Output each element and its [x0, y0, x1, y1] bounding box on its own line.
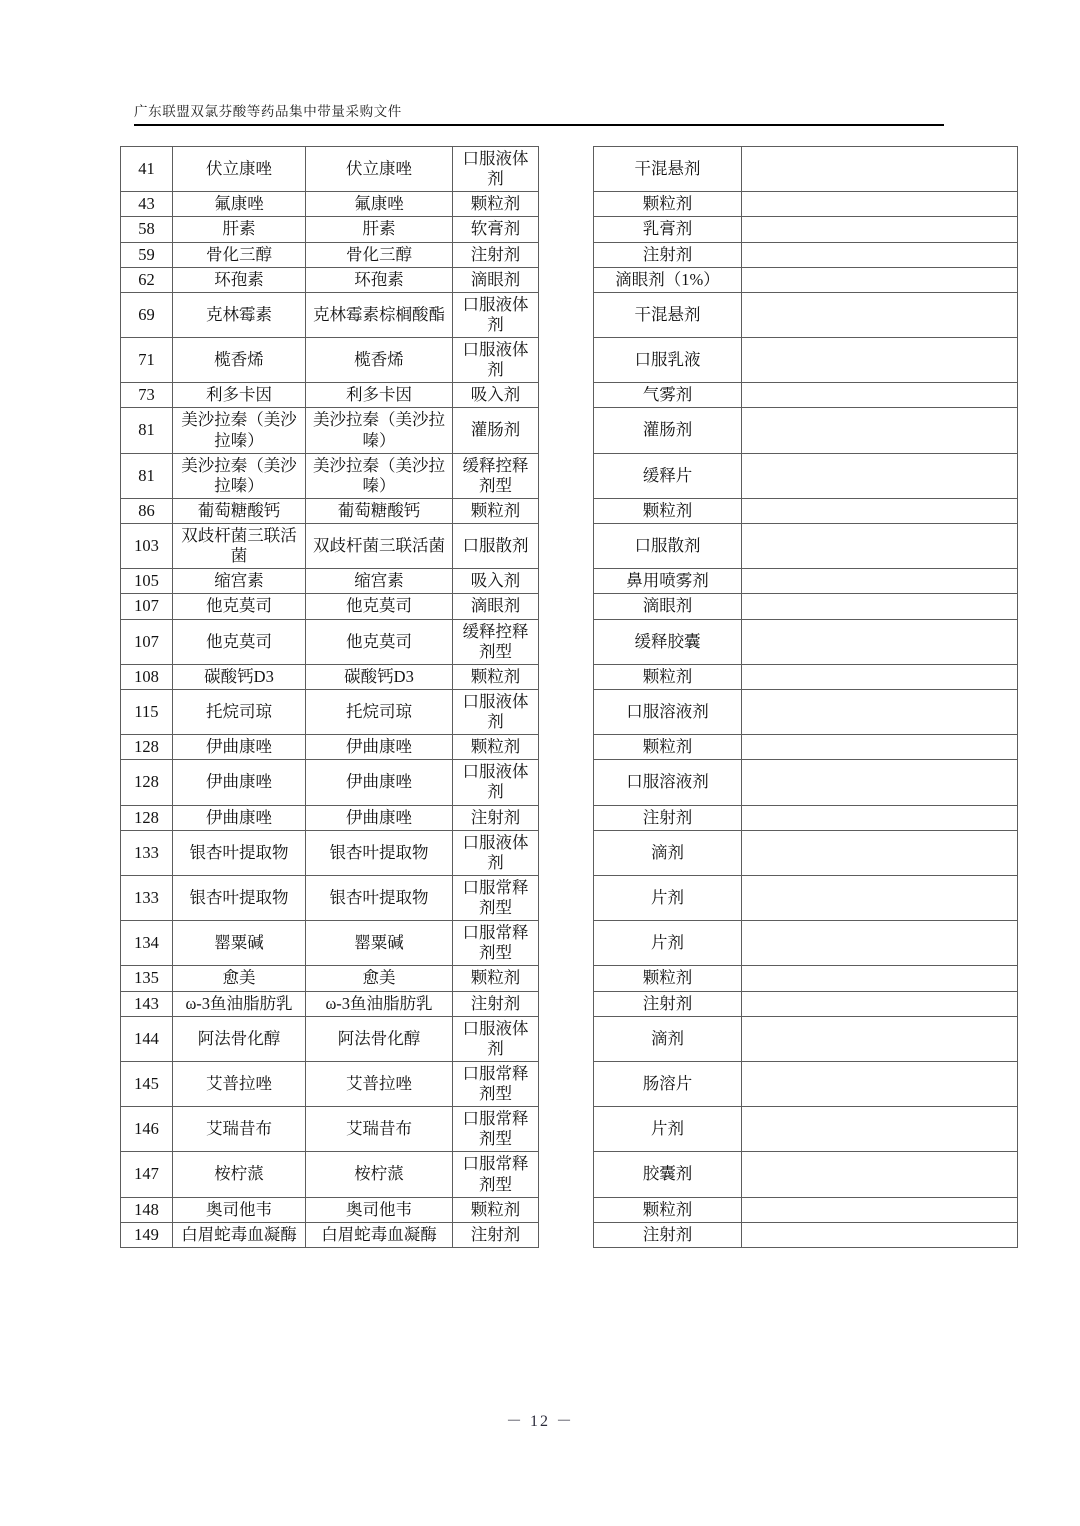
- cell-generic-name: 奥司他韦: [306, 1197, 453, 1222]
- cell-id: 58: [121, 217, 173, 242]
- cell-note: [742, 921, 1018, 966]
- cell-specific-form: 注射剂: [594, 805, 742, 830]
- cell-id: 73: [121, 383, 173, 408]
- cell-id: 133: [121, 830, 173, 875]
- drug-catalog-table-container: [120, 146, 986, 1248]
- cell-id: 43: [121, 192, 173, 217]
- table-row: [121, 408, 1018, 453]
- cell-generic-name: 艾瑞昔布: [306, 1107, 453, 1152]
- cell-name: 美沙拉秦（美沙拉嗪）: [173, 408, 306, 453]
- cell-name: 环孢素: [173, 267, 306, 292]
- cell-generic-name: 伏立康唑: [306, 147, 453, 192]
- cell-note: [742, 524, 1018, 569]
- cell-name: 银杏叶提取物: [173, 830, 306, 875]
- cell-specific-form: 灌肠剂: [594, 408, 742, 453]
- cell-spacer: [539, 1107, 594, 1152]
- cell-id: 145: [121, 1061, 173, 1106]
- cell-name: 缩宫素: [173, 569, 306, 594]
- cell-generic-name: 银杏叶提取物: [306, 875, 453, 920]
- cell-name: 伊曲康唑: [173, 735, 306, 760]
- table-row: [121, 921, 1018, 966]
- cell-generic-name: 伊曲康唑: [306, 735, 453, 760]
- cell-note: [742, 760, 1018, 805]
- cell-id: 149: [121, 1222, 173, 1247]
- cell-generic-name: 伊曲康唑: [306, 760, 453, 805]
- table-row: [121, 1061, 1018, 1106]
- table-row: [121, 498, 1018, 523]
- cell-id: 128: [121, 805, 173, 830]
- cell-generic-name: 美沙拉秦（美沙拉嗪）: [306, 453, 453, 498]
- table-row: [121, 991, 1018, 1016]
- cell-id: 107: [121, 594, 173, 619]
- cell-name: 白眉蛇毒血凝酶: [173, 1222, 306, 1247]
- cell-spacer: [539, 383, 594, 408]
- cell-name: 伏立康唑: [173, 147, 306, 192]
- cell-id: 144: [121, 1016, 173, 1061]
- cell-dosage-form: 颗粒剂: [453, 735, 539, 760]
- cell-name: 银杏叶提取物: [173, 875, 306, 920]
- table-row: [121, 1152, 1018, 1197]
- cell-generic-name: 艾普拉唑: [306, 1061, 453, 1106]
- cell-generic-name: 白眉蛇毒血凝酶: [306, 1222, 453, 1247]
- table-row: [121, 192, 1018, 217]
- cell-id: 134: [121, 921, 173, 966]
- cell-id: 135: [121, 966, 173, 991]
- cell-name: 氟康唑: [173, 192, 306, 217]
- cell-generic-name: ω-3鱼油脂肪乳: [306, 991, 453, 1016]
- cell-note: [742, 735, 1018, 760]
- cell-note: [742, 338, 1018, 383]
- table-row: [121, 619, 1018, 664]
- cell-generic-name: 氟康唑: [306, 192, 453, 217]
- cell-note: [742, 569, 1018, 594]
- cell-note: [742, 1197, 1018, 1222]
- cell-id: 128: [121, 760, 173, 805]
- table-row: [121, 1016, 1018, 1061]
- table-row: [121, 594, 1018, 619]
- cell-dosage-form: 注射剂: [453, 991, 539, 1016]
- cell-id: 147: [121, 1152, 173, 1197]
- cell-note: [742, 267, 1018, 292]
- cell-generic-name: 阿法骨化醇: [306, 1016, 453, 1061]
- cell-id: 146: [121, 1107, 173, 1152]
- cell-dosage-form: 口服液体剂: [453, 689, 539, 734]
- cell-id: 81: [121, 453, 173, 498]
- cell-note: [742, 619, 1018, 664]
- cell-name: 托烷司琼: [173, 689, 306, 734]
- cell-dosage-form: 颗粒剂: [453, 192, 539, 217]
- cell-note: [742, 453, 1018, 498]
- cell-name: 双歧杆菌三联活菌: [173, 524, 306, 569]
- cell-dosage-form: 颗粒剂: [453, 664, 539, 689]
- cell-name: 美沙拉秦（美沙拉嗪）: [173, 453, 306, 498]
- cell-specific-form: 注射剂: [594, 1222, 742, 1247]
- cell-dosage-form: 滴眼剂: [453, 594, 539, 619]
- cell-specific-form: 颗粒剂: [594, 735, 742, 760]
- cell-name: 他克莫司: [173, 594, 306, 619]
- cell-note: [742, 292, 1018, 337]
- table-row: [121, 735, 1018, 760]
- cell-generic-name: 双歧杆菌三联活菌: [306, 524, 453, 569]
- cell-id: 86: [121, 498, 173, 523]
- cell-name: 碳酸钙D3: [173, 664, 306, 689]
- cell-id: 128: [121, 735, 173, 760]
- running-header-text: 广东联盟双氯芬酸等药品集中带量采购文件: [134, 104, 402, 119]
- cell-dosage-form: 口服常释剂型: [453, 1061, 539, 1106]
- cell-spacer: [539, 242, 594, 267]
- table-row: [121, 760, 1018, 805]
- cell-specific-form: 口服乳液: [594, 338, 742, 383]
- cell-name: 愈美: [173, 966, 306, 991]
- cell-id: 81: [121, 408, 173, 453]
- cell-dosage-form: 颗粒剂: [453, 1197, 539, 1222]
- table-row: [121, 830, 1018, 875]
- cell-spacer: [539, 991, 594, 1016]
- cell-dosage-form: 口服常释剂型: [453, 875, 539, 920]
- cell-specific-form: 滴剂: [594, 1016, 742, 1061]
- cell-note: [742, 689, 1018, 734]
- cell-dosage-form: 口服液体剂: [453, 1016, 539, 1061]
- table-row: [121, 1222, 1018, 1247]
- table-row: [121, 664, 1018, 689]
- cell-id: 71: [121, 338, 173, 383]
- cell-name: 桉柠蒎: [173, 1152, 306, 1197]
- cell-note: [742, 664, 1018, 689]
- cell-spacer: [539, 453, 594, 498]
- cell-id: 107: [121, 619, 173, 664]
- cell-id: 143: [121, 991, 173, 1016]
- cell-specific-form: 滴眼剂: [594, 594, 742, 619]
- cell-specific-form: 颗粒剂: [594, 498, 742, 523]
- cell-dosage-form: 口服液体剂: [453, 292, 539, 337]
- cell-specific-form: 颗粒剂: [594, 192, 742, 217]
- cell-dosage-form: 口服液体剂: [453, 147, 539, 192]
- cell-spacer: [539, 921, 594, 966]
- cell-dosage-form: 吸入剂: [453, 569, 539, 594]
- cell-note: [742, 991, 1018, 1016]
- cell-specific-form: 缓释胶囊: [594, 619, 742, 664]
- cell-spacer: [539, 1222, 594, 1247]
- cell-specific-form: 缓释片: [594, 453, 742, 498]
- table-row: [121, 242, 1018, 267]
- cell-name: 奥司他韦: [173, 1197, 306, 1222]
- cell-specific-form: 口服散剂: [594, 524, 742, 569]
- cell-note: [742, 1152, 1018, 1197]
- cell-name: 他克莫司: [173, 619, 306, 664]
- cell-spacer: [539, 664, 594, 689]
- cell-specific-form: 片剂: [594, 921, 742, 966]
- cell-specific-form: 颗粒剂: [594, 966, 742, 991]
- table-row: [121, 1107, 1018, 1152]
- cell-dosage-form: 吸入剂: [453, 383, 539, 408]
- cell-id: 103: [121, 524, 173, 569]
- table-row: [121, 966, 1018, 991]
- cell-note: [742, 1016, 1018, 1061]
- cell-spacer: [539, 1061, 594, 1106]
- cell-generic-name: 托烷司琼: [306, 689, 453, 734]
- table-row: [121, 569, 1018, 594]
- cell-note: [742, 192, 1018, 217]
- cell-note: [742, 805, 1018, 830]
- cell-id: 41: [121, 147, 173, 192]
- cell-note: [742, 147, 1018, 192]
- cell-specific-form: 胶囊剂: [594, 1152, 742, 1197]
- page-number: － 12 －: [505, 1413, 574, 1430]
- cell-spacer: [539, 875, 594, 920]
- cell-dosage-form: 注射剂: [453, 1222, 539, 1247]
- cell-specific-form: 颗粒剂: [594, 664, 742, 689]
- cell-dosage-form: 口服液体剂: [453, 760, 539, 805]
- cell-id: 105: [121, 569, 173, 594]
- cell-spacer: [539, 498, 594, 523]
- cell-spacer: [539, 830, 594, 875]
- cell-name: 伊曲康唑: [173, 805, 306, 830]
- cell-dosage-form: 缓释控释剂型: [453, 453, 539, 498]
- cell-spacer: [539, 619, 594, 664]
- cell-spacer: [539, 292, 594, 337]
- cell-name: 阿法骨化醇: [173, 1016, 306, 1061]
- cell-name: 伊曲康唑: [173, 760, 306, 805]
- cell-note: [742, 1107, 1018, 1152]
- cell-generic-name: 葡萄糖酸钙: [306, 498, 453, 523]
- cell-generic-name: 克林霉素棕榈酸酯: [306, 292, 453, 337]
- cell-id: 62: [121, 267, 173, 292]
- cell-dosage-form: 缓释控释剂型: [453, 619, 539, 664]
- cell-note: [742, 1061, 1018, 1106]
- cell-note: [742, 242, 1018, 267]
- cell-dosage-form: 口服常释剂型: [453, 1107, 539, 1152]
- cell-note: [742, 966, 1018, 991]
- cell-dosage-form: 颗粒剂: [453, 966, 539, 991]
- cell-generic-name: 肝素: [306, 217, 453, 242]
- cell-note: [742, 830, 1018, 875]
- cell-generic-name: 伊曲康唑: [306, 805, 453, 830]
- cell-specific-form: 滴剂: [594, 830, 742, 875]
- cell-note: [742, 1222, 1018, 1247]
- cell-name: 利多卡因: [173, 383, 306, 408]
- cell-dosage-form: 口服散剂: [453, 524, 539, 569]
- table-row: [121, 147, 1018, 192]
- cell-specific-form: 注射剂: [594, 242, 742, 267]
- cell-id: 148: [121, 1197, 173, 1222]
- table-row: [121, 383, 1018, 408]
- cell-dosage-form: 灌肠剂: [453, 408, 539, 453]
- cell-spacer: [539, 217, 594, 242]
- cell-name: 肝素: [173, 217, 306, 242]
- cell-specific-form: 口服溶液剂: [594, 689, 742, 734]
- cell-generic-name: 他克莫司: [306, 619, 453, 664]
- cell-id: 69: [121, 292, 173, 337]
- cell-generic-name: 银杏叶提取物: [306, 830, 453, 875]
- cell-generic-name: 他克莫司: [306, 594, 453, 619]
- cell-generic-name: 罂粟碱: [306, 921, 453, 966]
- cell-note: [742, 498, 1018, 523]
- cell-spacer: [539, 805, 594, 830]
- table-row: [121, 689, 1018, 734]
- cell-name: 艾普拉唑: [173, 1061, 306, 1106]
- cell-specific-form: 颗粒剂: [594, 1197, 742, 1222]
- cell-name: 克林霉素: [173, 292, 306, 337]
- cell-spacer: [539, 966, 594, 991]
- header-rule: [134, 124, 944, 126]
- cell-id: 133: [121, 875, 173, 920]
- table-body: [121, 147, 1018, 1248]
- cell-specific-form: 片剂: [594, 875, 742, 920]
- cell-spacer: [539, 760, 594, 805]
- table-row: [121, 453, 1018, 498]
- cell-spacer: [539, 147, 594, 192]
- table-row: [121, 1197, 1018, 1222]
- cell-generic-name: 美沙拉秦（美沙拉嗪）: [306, 408, 453, 453]
- cell-spacer: [539, 338, 594, 383]
- cell-spacer: [539, 192, 594, 217]
- cell-generic-name: 愈美: [306, 966, 453, 991]
- cell-generic-name: 利多卡因: [306, 383, 453, 408]
- cell-specific-form: 气雾剂: [594, 383, 742, 408]
- cell-spacer: [539, 1016, 594, 1061]
- table-row: [121, 338, 1018, 383]
- cell-id: 108: [121, 664, 173, 689]
- table-row: [121, 805, 1018, 830]
- drug-catalog-table: [120, 146, 1018, 1248]
- cell-name: 罂粟碱: [173, 921, 306, 966]
- cell-id: 115: [121, 689, 173, 734]
- cell-generic-name: 桉柠蒎: [306, 1152, 453, 1197]
- cell-note: [742, 875, 1018, 920]
- cell-dosage-form: 颗粒剂: [453, 498, 539, 523]
- cell-specific-form: 注射剂: [594, 991, 742, 1016]
- cell-generic-name: 环孢素: [306, 267, 453, 292]
- cell-specific-form: 干混悬剂: [594, 147, 742, 192]
- cell-name: 骨化三醇: [173, 242, 306, 267]
- cell-specific-form: 干混悬剂: [594, 292, 742, 337]
- cell-spacer: [539, 408, 594, 453]
- table-row: [121, 292, 1018, 337]
- cell-spacer: [539, 267, 594, 292]
- cell-spacer: [539, 594, 594, 619]
- cell-note: [742, 383, 1018, 408]
- cell-dosage-form: 注射剂: [453, 242, 539, 267]
- cell-specific-form: 片剂: [594, 1107, 742, 1152]
- cell-spacer: [539, 569, 594, 594]
- cell-specific-form: 乳膏剂: [594, 217, 742, 242]
- cell-generic-name: 榄香烯: [306, 338, 453, 383]
- cell-id: 59: [121, 242, 173, 267]
- cell-dosage-form: 口服液体剂: [453, 830, 539, 875]
- cell-name: 艾瑞昔布: [173, 1107, 306, 1152]
- cell-name: 葡萄糖酸钙: [173, 498, 306, 523]
- cell-specific-form: 口服溶液剂: [594, 760, 742, 805]
- cell-dosage-form: 口服常释剂型: [453, 921, 539, 966]
- cell-name: ω-3鱼油脂肪乳: [173, 991, 306, 1016]
- cell-spacer: [539, 524, 594, 569]
- cell-specific-form: 滴眼剂（1%）: [594, 267, 742, 292]
- table-row: [121, 875, 1018, 920]
- cell-dosage-form: 口服常释剂型: [453, 1152, 539, 1197]
- table-row: [121, 217, 1018, 242]
- cell-generic-name: 缩宫素: [306, 569, 453, 594]
- table-row: [121, 267, 1018, 292]
- cell-specific-form: 鼻用喷雾剂: [594, 569, 742, 594]
- cell-dosage-form: 口服液体剂: [453, 338, 539, 383]
- cell-specific-form: 肠溶片: [594, 1061, 742, 1106]
- cell-spacer: [539, 1197, 594, 1222]
- cell-note: [742, 217, 1018, 242]
- cell-dosage-form: 注射剂: [453, 805, 539, 830]
- cell-note: [742, 594, 1018, 619]
- cell-generic-name: 碳酸钙D3: [306, 664, 453, 689]
- cell-name: 榄香烯: [173, 338, 306, 383]
- table-row: [121, 524, 1018, 569]
- cell-spacer: [539, 735, 594, 760]
- cell-spacer: [539, 689, 594, 734]
- cell-dosage-form: 滴眼剂: [453, 267, 539, 292]
- cell-note: [742, 408, 1018, 453]
- cell-dosage-form: 软膏剂: [453, 217, 539, 242]
- cell-spacer: [539, 1152, 594, 1197]
- cell-generic-name: 骨化三醇: [306, 242, 453, 267]
